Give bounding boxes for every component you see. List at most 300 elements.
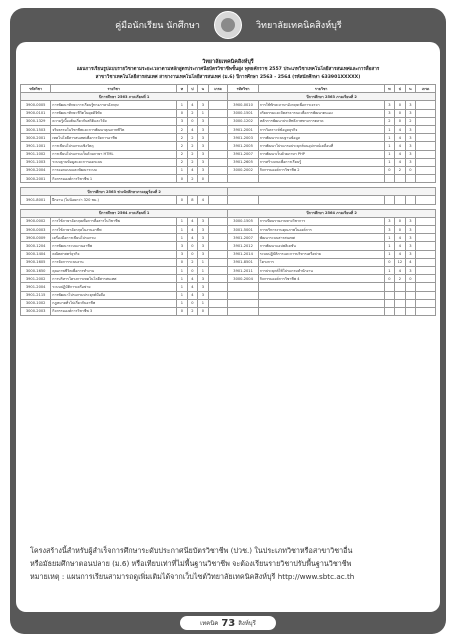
credit-cell: 1 [177, 266, 187, 274]
credit-cell: 1 [198, 266, 208, 274]
credit-cell: 0 [395, 226, 405, 234]
course-name-cell: การพัฒนาโปรแกรมประยุกต์บนอุปกรณ์เคลื่อนที่ [258, 142, 384, 150]
credit-cell [405, 283, 415, 291]
credit-cell: 1 [384, 142, 394, 150]
credit-cell: 3 [198, 150, 208, 158]
course-code-cell: 3000-2002 [228, 166, 258, 174]
credit-cell: 1 [384, 158, 394, 166]
course-code-cell: 3901-2605 [228, 158, 258, 166]
credit-cell: 1 [177, 226, 187, 234]
course-name-cell: กิจกรรมองค์การวิชาชีพ 4 [258, 275, 384, 283]
document-title [16, 58, 440, 82]
credit-cell: 0 [177, 196, 187, 204]
credit-cell: 4 [395, 234, 405, 242]
table-row [21, 142, 436, 150]
credit-cell: 3 [405, 101, 415, 109]
course-name-cell: การพัฒนาทักษะชีวิตในยุคดิจิทัล [51, 109, 177, 117]
credit-cell: 2 [187, 134, 197, 142]
grade-cell [416, 275, 436, 283]
table-row [21, 250, 436, 258]
credit-cell [395, 196, 405, 204]
semester-title-left: ปีการศึกษา 2563 ภาคเรียนที่ 1 [21, 93, 228, 101]
credit-cell: 4 [187, 125, 197, 133]
course-name-cell: เครื่องมือการเขียนโปรแกรม [51, 234, 177, 242]
grade-cell [208, 299, 228, 307]
course-code-cell: 3000-2003 [21, 307, 51, 315]
credit-cell: 4 [187, 283, 197, 291]
course-name-cell: การใช้ภาษาอังกฤษเพื่อการสื่อสารในวิชาชีพ [51, 217, 177, 225]
grade-cell [416, 299, 436, 307]
grade-cell [208, 166, 228, 174]
course-code-cell [228, 307, 258, 315]
page-footer [180, 616, 276, 630]
grade-cell [416, 258, 436, 266]
course-name-cell: ความรู้เบื้องต้นเกี่ยวกับสถิติและวิจัย [51, 117, 177, 125]
grade-cell [416, 250, 436, 258]
course-name-cell: การพัฒนาทักษะการเรียนรู้ทางภาษาอังกฤษ [51, 101, 177, 109]
course-name-cell: การประยุกต์ใช้โปรแกรมสำนักงาน [258, 266, 384, 274]
credit-cell: 3 [405, 125, 415, 133]
note-line-3: หมายเหตุ : แผนการเรียนสามารถดูเพิ่มเติมได้จากเว็บไซต์วิทยาลัยเทคนิคสิงห์บุรี http://www.sbtc.ac.th [30, 572, 355, 581]
credit-cell: 3 [198, 283, 208, 291]
grade-cell [208, 117, 228, 125]
credit-cell: 4 [187, 166, 197, 174]
semester-title-left: ปีการศึกษา 2564 ภาคเรียนที่ 1 [21, 209, 228, 217]
course-name-cell: การพัฒนาระบบงานอาชีพ [51, 242, 177, 250]
course-code-cell: 3900-0003 [21, 226, 51, 234]
grade-cell [416, 175, 436, 183]
credit-cell: 1 [177, 101, 187, 109]
grade-cell [416, 166, 436, 174]
footer-suffix: สิงห์บุรี [238, 620, 256, 627]
header-left-text: คู่มือนักเรียน นักศึกษา [115, 21, 200, 31]
title-line-3: สาขาวิชาเทคโนโลยีสารสนเทศ สาขางานเทคโนโลยีสารสนเทศ (ม.6) ปีการศึกษา 2563 - 2564 (รหัสนักศึกษา 633901XXXXX) [95, 75, 361, 80]
credit-cell: 1 [177, 299, 187, 307]
credit-cell: 3 [405, 150, 415, 158]
course-name-cell: การใช้ภาษาอังกฤษในงานอาชีพ [51, 226, 177, 234]
credit-cell [395, 299, 405, 307]
course-code-cell: 3901-2004 [21, 283, 51, 291]
grade-cell [416, 226, 436, 234]
course-code-cell [228, 175, 258, 183]
grade-cell [208, 250, 228, 258]
column-header: รหัสวิชา [21, 85, 51, 93]
grade-cell [208, 275, 228, 283]
credit-cell: 0 [187, 117, 197, 125]
credit-cell [405, 307, 415, 315]
semester-title-right [228, 188, 436, 196]
credit-cell: 1 [198, 109, 208, 117]
credit-cell: 4 [187, 275, 197, 283]
credit-cell: 0 [405, 166, 415, 174]
credit-cell: 3 [405, 242, 415, 250]
header-right-text: วิทยาลัยเทคนิคสิงห์บุรี [256, 21, 342, 31]
credit-cell: 3 [198, 158, 208, 166]
credit-cell: 3 [405, 142, 415, 150]
credit-cell: 2 [187, 175, 197, 183]
credit-cell: 0 [395, 101, 405, 109]
course-code-cell: 3901-1001 [21, 142, 51, 150]
course-code-cell: 3000-2001 [21, 134, 51, 142]
grade-cell [416, 291, 436, 299]
credit-cell: 0 [177, 307, 187, 315]
course-name-cell: กฎหมายทั่วไปเกี่ยวกับอาชีพ [51, 299, 177, 307]
credit-cell: 4 [198, 196, 208, 204]
course-name-cell: การพัฒนาแอปพลิเคชัน [258, 242, 384, 250]
credit-cell: 1 [384, 125, 394, 133]
grade-cell [416, 242, 436, 250]
credit-cell: 1 [198, 299, 208, 307]
credit-cell: 1 [177, 217, 187, 225]
credit-cell: 3 [198, 142, 208, 150]
grade-cell [208, 175, 228, 183]
credit-cell: 4 [395, 150, 405, 158]
course-code-cell: 3901-2001 [228, 125, 258, 133]
credit-cell: 3 [198, 250, 208, 258]
course-code-cell: 3900-0009 [21, 234, 51, 242]
column-header: น [405, 85, 415, 93]
table-row [21, 150, 436, 158]
credit-cell: 2 [187, 109, 197, 117]
credit-cell: 1 [198, 258, 208, 266]
credit-cell: 3 [405, 226, 415, 234]
credit-cell: 2 [384, 117, 394, 125]
credit-cell: 0 [187, 266, 197, 274]
course-code-cell: 3901-2007 [228, 150, 258, 158]
table-row [21, 101, 436, 109]
course-name-cell: การบริหารงานคุณภาพในองค์การ [258, 226, 384, 234]
grade-cell [208, 125, 228, 133]
study-plan-table [20, 84, 436, 316]
credit-cell: 4 [187, 291, 197, 299]
credit-cell: 2 [177, 158, 187, 166]
credit-cell: 2 [187, 307, 197, 315]
course-code-cell: 3000-1503 [21, 125, 51, 133]
column-header: รายวิชา [258, 85, 384, 93]
course-name-cell: พัฒนาระบบสารสนเทศ [258, 234, 384, 242]
credit-cell: 0 [405, 275, 415, 283]
credit-cell: 4 [395, 250, 405, 258]
course-name-cell: กิจกรรมองค์การวิชาชีพ 2 [258, 166, 384, 174]
grade-cell [416, 217, 436, 225]
course-code-cell: 3000-1329 [21, 117, 51, 125]
course-name-cell: การสร้างเกมเพื่อการเรียนรู้ [258, 158, 384, 166]
course-code-cell: 3901-1003 [21, 158, 51, 166]
grade-cell [416, 283, 436, 291]
credit-cell: 4 [395, 242, 405, 250]
credit-cell: 1 [177, 291, 187, 299]
credit-cell: 1 [177, 275, 187, 283]
credit-cell: 4 [187, 217, 197, 225]
credit-cell: 12 [395, 258, 405, 266]
course-code-cell: 3000-1505 [228, 217, 258, 225]
grade-cell [416, 125, 436, 133]
course-code-cell [228, 299, 258, 307]
course-name-cell [258, 299, 384, 307]
grade-cell [416, 266, 436, 274]
course-name-cell: การใช้ทักษะภาษาอังกฤษเพื่อการเจรจา [258, 101, 384, 109]
table-row [21, 134, 436, 142]
credit-cell: 2 [395, 275, 405, 283]
column-header: ป [395, 85, 405, 93]
course-name-cell: ระบบฐานข้อมูลและการออกแบบ [51, 158, 177, 166]
page-number: 73 [221, 617, 236, 629]
semester-title-right: ปีการศึกษา 2563 ภาคเรียนที่ 2 [228, 93, 436, 101]
credit-cell: 1 [384, 134, 394, 142]
title-line-2: แผนการเรียนรูปแบบรายวิชาตามระยะเวลาตามหลักสูตรประกาศนียบัตรวิชาชีพชั้นสูง พุทธศักราช 2557 ประเภทวิชาเทคโนโลยีสารสนเทศและการสื่อสาร [76, 67, 380, 72]
grade-cell [416, 109, 436, 117]
credit-cell [405, 196, 415, 204]
credit-cell: 1 [177, 234, 187, 242]
course-code-cell: 3901-1002 [21, 150, 51, 158]
semester-header-row [21, 209, 436, 217]
credit-cell: 3 [405, 217, 415, 225]
credit-cell: 2 [187, 258, 197, 266]
credit-cell [405, 291, 415, 299]
credit-cell: 0 [395, 109, 405, 117]
credit-cell: 4 [395, 134, 405, 142]
grade-cell [208, 196, 228, 204]
table-row [21, 275, 436, 283]
table-row [21, 258, 436, 266]
grade-cell [208, 266, 228, 274]
credit-cell: 1 [177, 283, 187, 291]
grade-cell [208, 158, 228, 166]
column-header: ป [187, 85, 197, 93]
table-row [21, 175, 436, 183]
course-code-cell: 3000-1002 [21, 299, 51, 307]
credit-cell: 0 [187, 242, 197, 250]
credit-cell: 1 [384, 250, 394, 258]
course-code-cell: 3000-1202 [228, 117, 258, 125]
course-code-cell: 3901-2002 [21, 275, 51, 283]
title-line-1: วิทยาลัยเทคนิคสิงห์บุรี [202, 59, 254, 65]
course-code-cell: 3901-2003 [228, 134, 258, 142]
credit-cell: 3 [198, 291, 208, 299]
course-code-cell: 3000-1501 [228, 109, 258, 117]
course-code-cell: 3000-1404 [21, 250, 51, 258]
credit-cell: 2 [177, 134, 187, 142]
course-name-cell: จริยธรรมในวิชาชีพและการพัฒนาคุณภาพชีวิต [51, 125, 177, 133]
course-name-cell [258, 291, 384, 299]
grade-cell [208, 234, 228, 242]
column-header: เกรด [208, 85, 228, 93]
course-code-cell: 3901-2011 [228, 266, 258, 274]
course-name-cell: การเขียนโปรแกรมเชิงวัตถุ [51, 142, 177, 150]
credit-cell: 4 [395, 158, 405, 166]
table-row [21, 217, 436, 225]
credit-cell: 4 [395, 266, 405, 274]
course-name-cell: คุณภาพชีวิตเพื่อการทำงาน [51, 266, 177, 274]
credit-cell: 3 [405, 266, 415, 274]
course-name-cell: ระบบปฏิบัติการเครือข่าย [51, 283, 177, 291]
course-code-cell: 3900-0005 [21, 101, 51, 109]
course-code-cell [228, 283, 258, 291]
credit-cell: 3 [384, 101, 394, 109]
table-row [21, 283, 436, 291]
course-code-cell [228, 196, 258, 204]
credit-cell: 3 [198, 117, 208, 125]
credit-cell: 2 [405, 117, 415, 125]
course-name-cell: การพัฒนาเว็บด้วยภาษา PHP [258, 150, 384, 158]
course-name-cell: โครงการ [258, 258, 384, 266]
course-code-cell: 3001-5001 [228, 226, 258, 234]
course-code-cell: 3000-1204 [21, 242, 51, 250]
credit-cell: 3 [198, 242, 208, 250]
grade-cell [416, 117, 436, 125]
credit-cell: 3 [384, 226, 394, 234]
credit-cell [395, 175, 405, 183]
course-name-cell: ฝึกงาน (ไม่น้อยกว่า 320 ชม.) [51, 196, 177, 204]
course-name-cell [258, 283, 384, 291]
note-line-2: หรือมัธยมศึกษาตอนปลาย (ม.6) หรือเทียบเท่าที่ไม่พื้นฐานวิชาชีพ จะต้องเรียนรายวิชาปรับพื้นฐานวิชาชีพ [30, 559, 352, 568]
credit-cell: 3 [198, 125, 208, 133]
course-code-cell: 3900-1605 [21, 258, 51, 266]
grade-cell [416, 307, 436, 315]
grade-cell [416, 196, 436, 204]
grade-cell [208, 150, 228, 158]
credit-cell: 1 [384, 242, 394, 250]
course-code-cell: 3901-2012 [228, 242, 258, 250]
credit-cell: 1 [384, 234, 394, 242]
note-line-1: โครงสร้างนี้สำหรับผู้สำเร็จการศึกษาระดับประกาศนียบัตรวิชาชีพ (ปวช.) ในประเภทวิชาหรือสาขาวิชาอื่น [30, 546, 353, 555]
credit-cell: 3 [405, 134, 415, 142]
table-row [21, 299, 436, 307]
course-name-cell: การวิเคราะห์ข้อมูลธุรกิจ [258, 125, 384, 133]
credit-cell: 2 [395, 166, 405, 174]
table-row [21, 266, 436, 274]
course-code-cell: 3900-0002 [21, 217, 51, 225]
course-name-cell [258, 175, 384, 183]
credit-cell: 4 [405, 258, 415, 266]
credit-cell: 3 [384, 109, 394, 117]
grade-cell [416, 150, 436, 158]
column-header: น [198, 85, 208, 93]
table-row [21, 125, 436, 133]
column-header: ท [177, 85, 187, 93]
credit-cell [384, 291, 394, 299]
credit-cell: 0 [384, 275, 394, 283]
credit-cell [405, 175, 415, 183]
credit-cell: 0 [177, 258, 187, 266]
table-header-row [21, 85, 436, 93]
credit-cell: 3 [405, 234, 415, 242]
credit-cell: 2 [177, 142, 187, 150]
credit-cell [405, 299, 415, 307]
credit-cell [384, 283, 394, 291]
course-code-cell: 3901-8001 [21, 196, 51, 204]
credit-cell: 0 [384, 258, 394, 266]
grade-cell [208, 142, 228, 150]
course-name-cell: คณิตศาสตร์ธุรกิจ [51, 250, 177, 258]
course-name-cell: การออกแบบและพัฒนาระบบ [51, 166, 177, 174]
grade-cell [416, 134, 436, 142]
grade-cell [208, 101, 228, 109]
credit-cell: 3 [198, 134, 208, 142]
course-code-cell [228, 291, 258, 299]
credit-cell [384, 307, 394, 315]
credit-cell: 0 [198, 307, 208, 315]
credit-cell: 2 [177, 150, 187, 158]
credit-cell: 3 [405, 109, 415, 117]
credit-cell: 4 [187, 226, 197, 234]
credit-cell: 0 [187, 299, 197, 307]
semester-title-left: ปีการศึกษา 2563 ช่วงนักศึกษาภาคฤดูร้อนที่ 2 [21, 188, 228, 196]
credit-cell: 3 [198, 166, 208, 174]
grade-cell [208, 109, 228, 117]
grade-cell [416, 101, 436, 109]
table-row [21, 226, 436, 234]
credit-cell: 4 [395, 142, 405, 150]
grade-cell [208, 134, 228, 142]
course-name-cell: หลักการพัฒนาประสิทธิภาพทางการตลาด [258, 117, 384, 125]
credit-cell: 0 [187, 250, 197, 258]
grade-cell [208, 242, 228, 250]
credit-cell [384, 175, 394, 183]
credit-cell: 3 [198, 226, 208, 234]
course-name-cell: กิจกรรมองค์การวิชาชีพ 3 [51, 307, 177, 315]
grade-cell [208, 291, 228, 299]
credit-cell: 2 [177, 125, 187, 133]
credit-cell: 1 [384, 150, 394, 158]
course-name-cell: การบริหารโครงการเทคโนโลยีสารสนเทศ [51, 275, 177, 283]
credit-cell: 0 [177, 175, 187, 183]
credit-cell: 0 [384, 166, 394, 174]
table-row [21, 166, 436, 174]
credit-cell: 3 [177, 117, 187, 125]
column-header: เกรด [416, 85, 436, 93]
course-name-cell: ระบบปฏิบัติการและการบริหารเครือข่าย [258, 250, 384, 258]
credit-cell: 3 [198, 101, 208, 109]
credit-cell: 1 [177, 166, 187, 174]
table-row [21, 307, 436, 315]
table-row [21, 158, 436, 166]
course-code-cell: 3900-2004 [21, 166, 51, 174]
table-row [21, 242, 436, 250]
grade-cell [416, 234, 436, 242]
credit-cell: 3 [198, 217, 208, 225]
credit-cell: 8 [187, 196, 197, 204]
credit-cell [395, 291, 405, 299]
credit-cell: 0 [395, 117, 405, 125]
credit-cell: 3 [177, 242, 187, 250]
credit-cell [384, 196, 394, 204]
credit-cell: 3 [198, 275, 208, 283]
grade-cell [208, 226, 228, 234]
course-name-cell: การจัดการระบบงาน [51, 258, 177, 266]
college-seal-icon [214, 11, 242, 39]
course-name-cell: จริยธรรมและจิตสาธารณะเพื่อการพัฒนาตนเอง [258, 109, 384, 117]
course-name-cell: กิจกรรมองค์การวิชาชีพ 1 [51, 175, 177, 183]
course-code-cell: 3901-2014 [228, 250, 258, 258]
course-name-cell: เทคโนโลยีสารสนเทศเพื่อการจัดการอาชีพ [51, 134, 177, 142]
course-code-cell: 3901-2115 [21, 291, 51, 299]
course-code-cell: 3900-0101 [21, 109, 51, 117]
column-header: ท [384, 85, 394, 93]
credit-cell: 0 [198, 175, 208, 183]
note-text [30, 544, 430, 583]
credit-cell: 3 [177, 250, 187, 258]
credit-cell [395, 307, 405, 315]
credit-cell: 3 [198, 234, 208, 242]
course-code-cell: 3900-0010 [228, 101, 258, 109]
course-code-cell: 3000-2004 [228, 275, 258, 283]
column-header: รหัสวิชา [228, 85, 258, 93]
credit-cell: 4 [395, 125, 405, 133]
footer-prefix: เทคนิค [200, 620, 219, 627]
credit-cell: 4 [187, 101, 197, 109]
grade-cell [208, 217, 228, 225]
